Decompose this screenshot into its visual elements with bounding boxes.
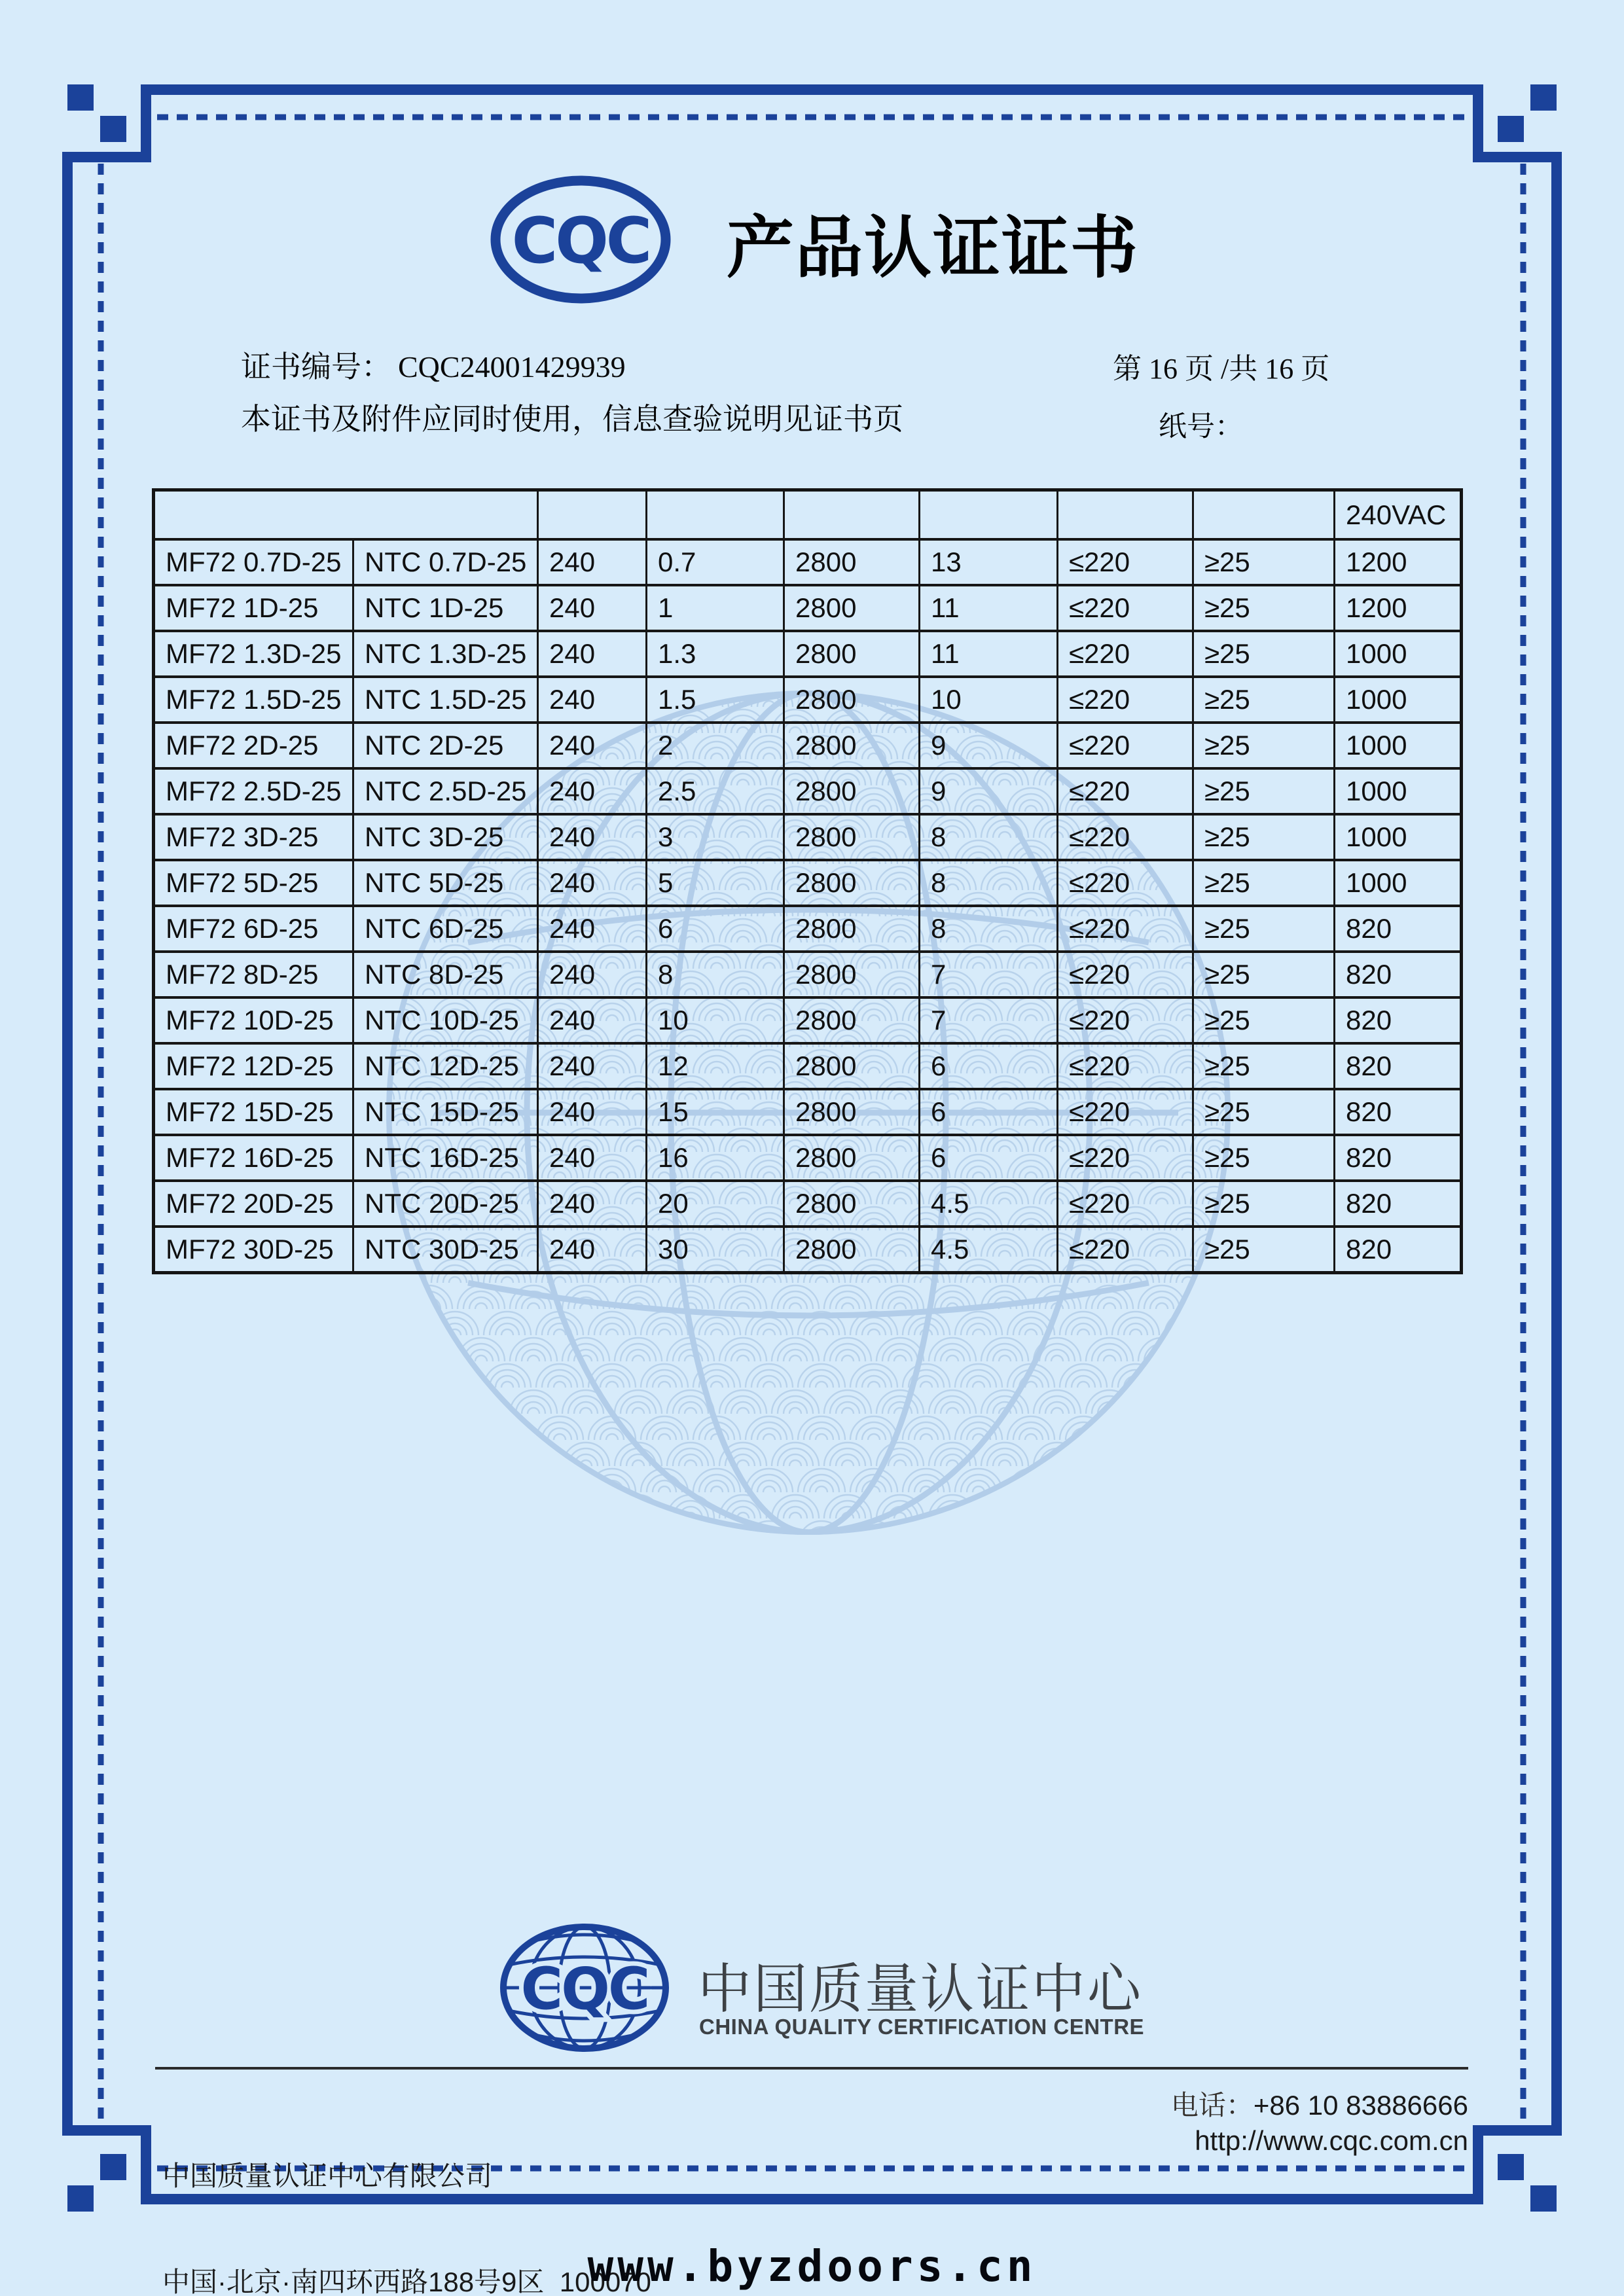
product-cell: 2 — [647, 723, 784, 768]
product-cell: 240 — [538, 539, 647, 585]
product-cell: MF72 0.7D-25 — [154, 539, 353, 585]
product-table-rows — [154, 539, 1462, 1273]
product-cell: MF72 20D-25 — [154, 1181, 353, 1227]
product-cell: 2800 — [784, 768, 920, 814]
footer-phone: +86 10 83886666 — [1253, 2090, 1468, 2121]
product-cell: 1000 — [1335, 860, 1462, 906]
product-cell: MF72 16D-25 — [154, 1135, 353, 1181]
cqc-globe-logo — [499, 1923, 670, 2053]
product-cell: ≤220 — [1058, 1181, 1193, 1227]
product-table-row — [154, 1043, 1462, 1089]
header-cell-empty — [1058, 490, 1193, 540]
product-cell: MF72 3D-25 — [154, 814, 353, 860]
product-cell: 13 — [920, 539, 1058, 585]
product-cell: 2800 — [784, 1043, 920, 1089]
product-cell: 12 — [647, 1043, 784, 1089]
header-cell-empty — [920, 490, 1058, 540]
product-cell: 11 — [920, 631, 1058, 677]
product-cell: 240 — [538, 1089, 647, 1135]
product-cell: ≤220 — [1058, 952, 1193, 997]
product-cell: 820 — [1335, 1135, 1462, 1181]
page-title: 产品认证证书 — [727, 210, 1139, 285]
product-table-row — [154, 1227, 1462, 1273]
product-cell: ≥25 — [1193, 1181, 1335, 1227]
product-cell: 1000 — [1335, 768, 1462, 814]
product-cell: 240 — [538, 585, 647, 631]
footer-phone-label: 电话： — [1170, 2090, 1254, 2121]
footer-phone-line — [1171, 2088, 1468, 2123]
product-cell: ≤220 — [1058, 860, 1193, 906]
product-cell: NTC 16D-25 — [353, 1135, 538, 1181]
product-cell: 6 — [647, 906, 784, 952]
product-cell: ≥25 — [1193, 997, 1335, 1043]
product-cell: 1000 — [1335, 723, 1462, 768]
product-cell: MF72 1D-25 — [154, 585, 353, 631]
product-cell: MF72 1.5D-25 — [154, 677, 353, 723]
product-cell: NTC 5D-25 — [353, 860, 538, 906]
product-cell: 3 — [647, 814, 784, 860]
product-cell: 2800 — [784, 1181, 920, 1227]
product-cell: 2.5 — [647, 768, 784, 814]
product-cell: ≤220 — [1058, 1135, 1193, 1181]
certificate-number: CQC24001429939 — [398, 350, 626, 384]
product-cell: NTC 15D-25 — [353, 1089, 538, 1135]
product-table-row — [154, 1135, 1462, 1181]
product-cell: ≤220 — [1058, 1043, 1193, 1089]
product-cell: 4.5 — [920, 1227, 1058, 1273]
product-cell: NTC 8D-25 — [353, 952, 538, 997]
header-cell-voltage: 240VAC — [1335, 490, 1462, 540]
product-cell: 5 — [647, 860, 784, 906]
product-cell: 15 — [647, 1089, 784, 1135]
certificate-number-label: 证书编号： — [241, 350, 391, 384]
product-cell: MF72 6D-25 — [154, 906, 353, 952]
product-cell: MF72 1.3D-25 — [154, 631, 353, 677]
product-cell: 1200 — [1335, 585, 1462, 631]
product-cell: MF72 15D-25 — [154, 1089, 353, 1135]
product-cell: NTC 30D-25 — [353, 1227, 538, 1273]
product-table-row — [154, 585, 1462, 631]
header-cell-empty — [1193, 490, 1335, 540]
product-cell: 2800 — [784, 952, 920, 997]
product-table-row — [154, 1089, 1462, 1135]
product-cell: ≤220 — [1058, 723, 1193, 768]
product-cell: ≥25 — [1193, 1089, 1335, 1135]
product-cell: 240 — [538, 1135, 647, 1181]
product-cell: ≥25 — [1193, 860, 1335, 906]
product-cell: NTC 1.5D-25 — [353, 677, 538, 723]
product-cell: 9 — [920, 723, 1058, 768]
product-cell: 30 — [647, 1227, 784, 1273]
product-cell: 1000 — [1335, 631, 1462, 677]
footer-website: http://www.cqc.com.cn — [1195, 2125, 1468, 2156]
table-header-row — [154, 490, 1462, 540]
product-cell: NTC 1.3D-25 — [353, 631, 538, 677]
product-table-row — [154, 860, 1462, 906]
product-table-row — [154, 1181, 1462, 1227]
product-cell: 11 — [920, 585, 1058, 631]
product-cell: 240 — [538, 677, 647, 723]
product-cell: 0.7 — [647, 539, 784, 585]
product-cell: NTC 20D-25 — [353, 1181, 538, 1227]
product-cell: NTC 10D-25 — [353, 997, 538, 1043]
product-cell: 240 — [538, 1181, 647, 1227]
product-cell: 2800 — [784, 814, 920, 860]
footer-divider — [155, 2067, 1468, 2070]
product-cell: ≥25 — [1193, 768, 1335, 814]
header-cell-empty — [538, 490, 647, 540]
product-cell: 2800 — [784, 585, 920, 631]
footer-address: 中国·北京·南四环西路188号9区 100070 — [162, 2267, 651, 2296]
product-table-row — [154, 723, 1462, 768]
product-cell: 8 — [920, 814, 1058, 860]
product-cell: ≤220 — [1058, 585, 1193, 631]
product-cell: ≤220 — [1058, 1227, 1193, 1273]
product-cell: ≤220 — [1058, 539, 1193, 585]
product-cell: ≤220 — [1058, 677, 1193, 723]
product-cell: MF72 8D-25 — [154, 952, 353, 997]
product-cell: 820 — [1335, 906, 1462, 952]
footer-company: 中国质量认证中心有限公司 — [162, 2161, 493, 2191]
product-cell: 6 — [920, 1135, 1058, 1181]
product-cell: 820 — [1335, 1089, 1462, 1135]
product-table-row — [154, 814, 1462, 860]
product-table-row — [154, 952, 1462, 997]
org-name-cn: 中国质量认证中心 — [698, 1960, 1144, 2019]
product-cell: MF72 5D-25 — [154, 860, 353, 906]
product-cell: 10 — [920, 677, 1058, 723]
product-cell: 2800 — [784, 677, 920, 723]
product-cell: 1000 — [1335, 814, 1462, 860]
product-cell: 1.3 — [647, 631, 784, 677]
product-cell: ≥25 — [1193, 1043, 1335, 1089]
product-table-row — [154, 539, 1462, 585]
product-cell: ≤220 — [1058, 814, 1193, 860]
product-cell: 16 — [647, 1135, 784, 1181]
product-cell: MF72 10D-25 — [154, 997, 353, 1043]
product-cell: 2800 — [784, 631, 920, 677]
product-cell: NTC 3D-25 — [353, 814, 538, 860]
product-cell: 1.5 — [647, 677, 784, 723]
cqc-logo — [490, 174, 672, 305]
product-cell: 240 — [538, 860, 647, 906]
product-cell: 9 — [920, 768, 1058, 814]
header-cell-empty — [647, 490, 784, 540]
product-cell: 820 — [1335, 1227, 1462, 1273]
product-cell: 2800 — [784, 1135, 920, 1181]
product-cell: 1200 — [1335, 539, 1462, 585]
product-cell: ≥25 — [1193, 723, 1335, 768]
product-cell: 240 — [538, 952, 647, 997]
cqc-logo-text: CQC — [511, 204, 650, 278]
header-cell-empty — [784, 490, 920, 540]
product-cell: MF72 30D-25 — [154, 1227, 353, 1273]
product-cell: 820 — [1335, 1043, 1462, 1089]
product-cell: ≥25 — [1193, 814, 1335, 860]
product-cell: ≥25 — [1193, 539, 1335, 585]
product-cell: ≥25 — [1193, 585, 1335, 631]
product-cell: 6 — [920, 1089, 1058, 1135]
product-cell: NTC 6D-25 — [353, 906, 538, 952]
certificate-number-line — [241, 343, 626, 386]
product-cell: ≥25 — [1193, 677, 1335, 723]
product-cell: ≥25 — [1193, 1227, 1335, 1273]
product-cell: 2800 — [784, 860, 920, 906]
product-cell: 2800 — [784, 1227, 920, 1273]
page-info: 第 16 页 /共 16 页 — [1113, 353, 1330, 385]
product-cell: MF72 2.5D-25 — [154, 768, 353, 814]
product-cell: 7 — [920, 952, 1058, 997]
product-cell: NTC 2D-25 — [353, 723, 538, 768]
product-cell: 8 — [920, 906, 1058, 952]
product-cell: MF72 12D-25 — [154, 1043, 353, 1089]
product-cell: 10 — [647, 997, 784, 1043]
product-cell: 240 — [538, 1043, 647, 1089]
product-cell: 2800 — [784, 997, 920, 1043]
product-table-row — [154, 631, 1462, 677]
product-cell: 20 — [647, 1181, 784, 1227]
product-cell: ≤220 — [1058, 1089, 1193, 1135]
product-table-row — [154, 768, 1462, 814]
product-cell: NTC 2.5D-25 — [353, 768, 538, 814]
product-cell: 1000 — [1335, 677, 1462, 723]
header-cell-empty — [154, 490, 538, 540]
product-cell: 6 — [920, 1043, 1058, 1089]
product-cell: 8 — [920, 860, 1058, 906]
usage-note: 本证书及附件应同时使用，信息查验说明见证书页 — [241, 402, 903, 436]
product-table-row — [154, 677, 1462, 723]
product-cell: 1 — [647, 585, 784, 631]
product-cell: 820 — [1335, 997, 1462, 1043]
bottom-url-watermark: www.byzdoors.cn — [587, 2241, 1037, 2291]
product-cell: 7 — [920, 997, 1058, 1043]
product-cell: 820 — [1335, 1181, 1462, 1227]
product-cell: 820 — [1335, 952, 1462, 997]
product-cell: 240 — [538, 768, 647, 814]
product-cell: NTC 12D-25 — [353, 1043, 538, 1089]
product-cell: 2800 — [784, 906, 920, 952]
product-cell: 2800 — [784, 1089, 920, 1135]
product-cell: 240 — [538, 906, 647, 952]
product-cell: 240 — [538, 1227, 647, 1273]
product-table-row — [154, 997, 1462, 1043]
product-cell: ≤220 — [1058, 906, 1193, 952]
product-table — [152, 488, 1463, 1274]
product-cell: ≥25 — [1193, 1135, 1335, 1181]
product-cell: 240 — [538, 997, 647, 1043]
product-cell: 4.5 — [920, 1181, 1058, 1227]
product-cell: ≥25 — [1193, 906, 1335, 952]
product-cell: ≤220 — [1058, 631, 1193, 677]
cqc-globe-logo-text: CQC — [520, 1955, 649, 2023]
product-cell: 240 — [538, 814, 647, 860]
product-cell: 2800 — [784, 539, 920, 585]
product-cell: 8 — [647, 952, 784, 997]
product-table-row — [154, 906, 1462, 952]
product-cell: 2800 — [784, 723, 920, 768]
product-cell: 240 — [538, 723, 647, 768]
product-cell: NTC 1D-25 — [353, 585, 538, 631]
org-name-en: CHINA QUALITY CERTIFICATION CENTRE — [699, 2015, 1145, 2039]
product-cell: NTC 0.7D-25 — [353, 539, 538, 585]
product-cell: ≤220 — [1058, 768, 1193, 814]
product-cell: 240 — [538, 631, 647, 677]
product-cell: ≤220 — [1058, 997, 1193, 1043]
footer-contact-block — [1171, 2088, 1468, 2159]
product-cell: ≥25 — [1193, 631, 1335, 677]
product-cell: MF72 2D-25 — [154, 723, 353, 768]
paper-number-label: 纸号： — [1159, 411, 1243, 442]
product-cell: ≥25 — [1193, 952, 1335, 997]
